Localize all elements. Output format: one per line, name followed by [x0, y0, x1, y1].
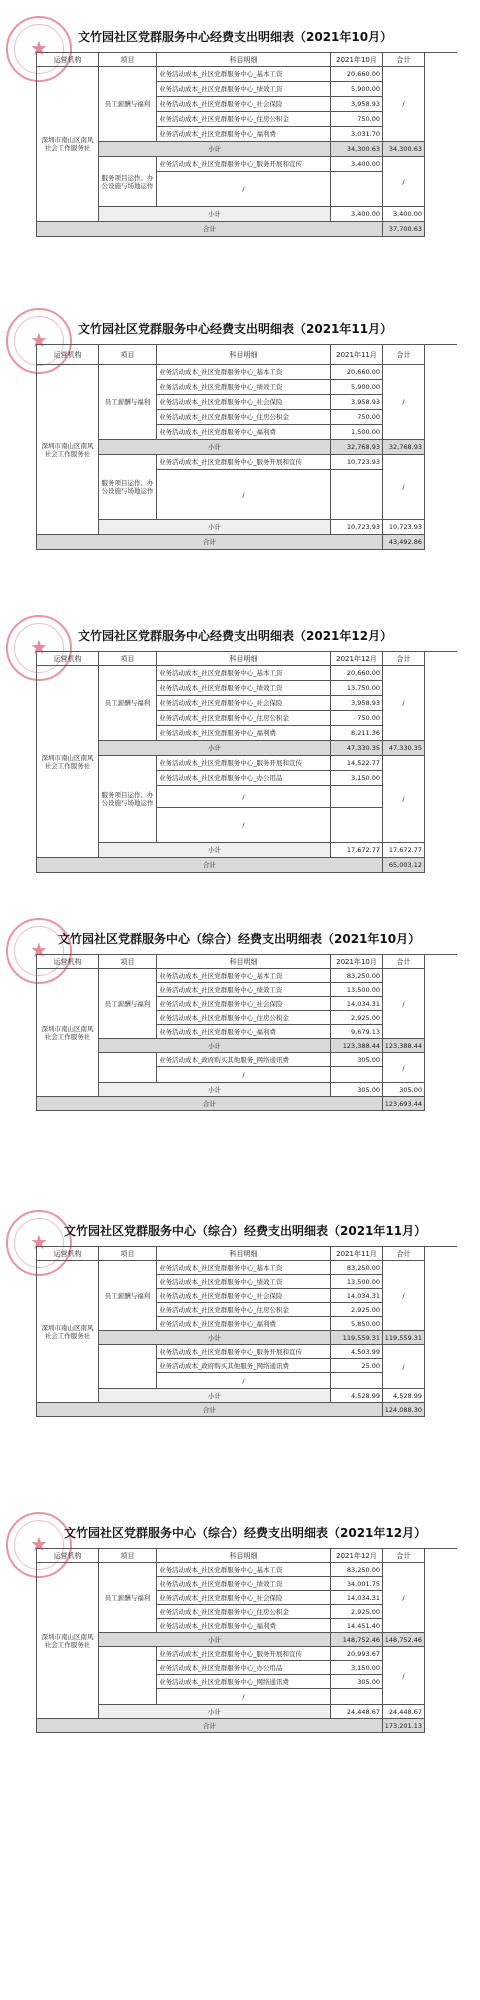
- header-month: 2021年12月: [331, 652, 383, 666]
- slash-mark: /: [383, 969, 425, 1039]
- subtotal-sum: 17,672.77: [383, 843, 425, 858]
- detail-amount: 3,150.00: [331, 771, 383, 786]
- blank-amount: [331, 470, 383, 520]
- detail-amount: 20,993.67: [331, 1647, 383, 1661]
- detail-amount: 20,660.00: [331, 67, 383, 82]
- detail-item: 业务活动成本_社区党群服务中心_社会保险: [157, 1591, 331, 1605]
- header-org: 运营机构: [37, 345, 99, 365]
- detail-item: 业务活动成本_社区党群服务中心_基本工资: [157, 67, 331, 82]
- slash-mark: /: [383, 1345, 425, 1389]
- detail-item: 业务活动成本_社区党群服务中心_绩效工资: [157, 983, 331, 997]
- detail-item: 业务活动成本_社区党群服务中心_绩效工资: [157, 1275, 331, 1289]
- header-detail: 科目明细: [157, 955, 331, 969]
- detail-item: 业务活动成本_社区党群服务中心_住房公积金: [157, 410, 331, 425]
- detail-amount: 4,503.99: [331, 1345, 383, 1359]
- detail-item: 业务活动成本_社区党群服务中心_服务开展和宣传: [157, 1345, 331, 1359]
- detail-amount: 9,679.13: [331, 1025, 383, 1039]
- total-label: 合计: [37, 1719, 383, 1733]
- header-month: 2021年10月: [331, 955, 383, 969]
- total-label: 合计: [37, 222, 383, 237]
- slash-mark: /: [157, 808, 331, 843]
- detail-amount: 750.00: [331, 112, 383, 127]
- sheet-title: 文竹园社区党群服务中心经费支出明细表（2021年11月）: [78, 322, 393, 336]
- detail-item: 业务活动成本_社区党群服务中心_办公用品: [157, 1661, 331, 1675]
- section-label: [99, 1647, 157, 1705]
- blank-amount: [331, 1373, 383, 1389]
- header-detail: 科目明细: [157, 345, 331, 365]
- org-name: 深圳市南山区南风社会工作服务社: [37, 1261, 99, 1403]
- header-detail: 科目明细: [157, 1549, 331, 1563]
- subtotal-sum: 305.00: [383, 1083, 425, 1097]
- detail-item: 业务活动成本_社区党群服务中心_社会保险: [157, 395, 331, 410]
- expense-table: [36, 1548, 457, 1733]
- detail-item: 业务活动成本_社区党群服务中心_社会保险: [157, 696, 331, 711]
- header-project: 项目: [99, 1549, 157, 1563]
- total-amount: 65,003.12: [383, 858, 425, 873]
- header-sum: 合计: [383, 1247, 425, 1261]
- detail-item: 业务活动成本_社区党群服务中心_住房公积金: [157, 1303, 331, 1317]
- detail-item: 业务活动成本_社区党群服务中心_服务开展和宣传: [157, 1647, 331, 1661]
- detail-item: 业务活动成本_社区党群服务中心_社会保险: [157, 1289, 331, 1303]
- subtotal-label: 小计: [99, 1331, 331, 1345]
- expense-table: [36, 954, 457, 1111]
- header-detail: 科目明细: [157, 652, 331, 666]
- header-sum: 合计: [383, 53, 425, 67]
- detail-item: 业务活动成本_社区党群服务中心_基本工资: [157, 666, 331, 681]
- subtotal-sum: 3,400.00: [383, 207, 425, 222]
- header-sum: 合计: [383, 955, 425, 969]
- slash-mark: /: [383, 455, 425, 520]
- seal-star-icon: ★: [30, 1230, 48, 1254]
- expense-table: [36, 52, 457, 237]
- detail-item: 业务活动成本_社区党群服务中心_绩效工资: [157, 1577, 331, 1591]
- detail-item: 业务活动成本_社区党群服务中心_住房公积金: [157, 711, 331, 726]
- detail-amount: 1,500.00: [331, 425, 383, 440]
- total-amount: 124,088.30: [383, 1403, 425, 1417]
- detail-item: 业务活动成本_社区党群服务中心_社会保险: [157, 97, 331, 112]
- header-month: 2021年12月: [331, 1549, 383, 1563]
- sheet-title: 文竹园社区党群服务中心经费支出明细表（2021年10月）: [78, 30, 393, 44]
- section-label: 员工薪酬与福利: [99, 666, 157, 741]
- subtotal-amount: 24,448.67: [331, 1705, 383, 1719]
- subtotal-label: 小计: [99, 1083, 331, 1097]
- header-project: 项目: [99, 345, 157, 365]
- subtotal-sum: 24,448.67: [383, 1705, 425, 1719]
- section-label: 员工薪酬与福利: [99, 67, 157, 142]
- detail-amount: 25.00: [331, 1359, 383, 1373]
- slash-mark: /: [383, 1647, 425, 1705]
- slash-mark: /: [383, 1261, 425, 1331]
- subtotal-label: 小计: [99, 1705, 331, 1719]
- detail-item: 业务活动成本_社区党群服务中心_绩效工资: [157, 380, 331, 395]
- detail-amount: 5,900.00: [331, 380, 383, 395]
- detail-item: 业务活动成本_社区党群服务中心_基本工资: [157, 1563, 331, 1577]
- header-project: 项目: [99, 1247, 157, 1261]
- detail-amount: 2,925.00: [331, 1303, 383, 1317]
- detail-amount: 3,958.93: [331, 97, 383, 112]
- subtotal-sum: 119,559.31: [383, 1331, 425, 1345]
- org-name: 深圳市南山区南风社会工作服务社: [37, 666, 99, 858]
- detail-item: 业务活动成本_社区党群服务中心_福利费: [157, 1317, 331, 1331]
- org-name: 深圳市南山区南风社会工作服务社: [37, 365, 99, 535]
- slash-mark: /: [383, 365, 425, 440]
- expense-table: [36, 1246, 457, 1417]
- detail-amount: 2,925.00: [331, 1605, 383, 1619]
- detail-item: 业务活动成本_社区党群服务中心_绩效工资: [157, 681, 331, 696]
- detail-amount: 83,250.00: [331, 969, 383, 983]
- subtotal-label: 小计: [99, 1039, 331, 1053]
- detail-amount: 3,958.93: [331, 696, 383, 711]
- detail-amount: 10,723.93: [331, 455, 383, 470]
- subtotal-label: 小计: [99, 1633, 331, 1647]
- detail-amount: 5,900.00: [331, 82, 383, 97]
- subtotal-amount: 17,672.77: [331, 843, 383, 858]
- header-month: 2021年11月: [331, 345, 383, 365]
- sheet-title: 文竹园社区党群服务中心经费支出明细表（2021年12月）: [78, 629, 393, 643]
- section-label: 服务项目运作、办公设施与场地运作: [99, 455, 157, 520]
- detail-amount: 13,750.00: [331, 681, 383, 696]
- header-org: 运营机构: [37, 1247, 99, 1261]
- slash-mark: /: [383, 666, 425, 741]
- subtotal-label: 小计: [99, 520, 331, 535]
- detail-item: 业务活动成本_社区党群服务中心_网络通讯费: [157, 1675, 331, 1689]
- header-sum: 合计: [383, 345, 425, 365]
- detail-amount: 83,250.00: [331, 1261, 383, 1275]
- detail-item: 业务活动成本_社区党群服务中心_福利费: [157, 127, 331, 142]
- total-label: 合计: [37, 1097, 383, 1111]
- detail-item: 业务活动成本_社区党群服务中心_福利费: [157, 726, 331, 741]
- subtotal-sum: 148,752.46: [383, 1633, 425, 1647]
- header-detail: 科目明细: [157, 53, 331, 67]
- subtotal-sum: 123,388.44: [383, 1039, 425, 1053]
- subtotal-sum: 34,300.63: [383, 142, 425, 157]
- subtotal-amount: 34,300.63: [331, 142, 383, 157]
- total-amount: 123,693.44: [383, 1097, 425, 1111]
- detail-amount: 13,500.00: [331, 1275, 383, 1289]
- subtotal-label: 小计: [99, 142, 331, 157]
- header-org: 运营机构: [37, 1549, 99, 1563]
- detail-amount: 20,660.00: [331, 666, 383, 681]
- detail-amount: 14,522.77: [331, 756, 383, 771]
- detail-item: 业务活动成本_政府购买其他服务_网络通讯费: [157, 1359, 331, 1373]
- subtotal-amount: 4,528.99: [331, 1389, 383, 1403]
- slash-mark: /: [383, 1053, 425, 1083]
- seal-star-icon: ★: [30, 328, 48, 352]
- org-name: 深圳市南山区南风社会工作服务社: [37, 969, 99, 1097]
- org-name: 深圳市南山区南风社会工作服务社: [37, 1563, 99, 1719]
- subtotal-amount: 123,388.44: [331, 1039, 383, 1053]
- detail-item: 业务活动成本_社区党群服务中心_住房公积金: [157, 1011, 331, 1025]
- section-label: [99, 1053, 157, 1083]
- detail-item: 业务活动成本_社区党群服务中心_住房公积金: [157, 1605, 331, 1619]
- subtotal-amount: 119,559.31: [331, 1331, 383, 1345]
- section-label: 员工薪酬与福利: [99, 969, 157, 1039]
- subtotal-label: 小计: [99, 207, 331, 222]
- detail-amount: 13,500.00: [331, 983, 383, 997]
- detail-amount: 3,958.93: [331, 395, 383, 410]
- total-amount: 43,492.86: [383, 535, 425, 550]
- section-label: 员工薪酬与福利: [99, 365, 157, 440]
- section-label: [99, 1345, 157, 1389]
- detail-item: 业务活动成本_社区党群服务中心_福利费: [157, 425, 331, 440]
- detail-item: 业务活动成本_社区党群服务中心_服务开展和宣传: [157, 455, 331, 470]
- subtotal-amount: 305.00: [331, 1083, 383, 1097]
- header-month: 2021年10月: [331, 53, 383, 67]
- sheet-title: 文竹园社区党群服务中心（综合）经费支出明细表（2021年10月）: [58, 932, 421, 946]
- header-detail: 科目明细: [157, 1247, 331, 1261]
- detail-amount: 2,925.00: [331, 1011, 383, 1025]
- detail-amount: 3,400.00: [331, 157, 383, 172]
- slash-mark: /: [157, 1689, 331, 1705]
- subtotal-sum: 4,528.99: [383, 1389, 425, 1403]
- header-month: 2021年11月: [331, 1247, 383, 1261]
- header-org: 运营机构: [37, 652, 99, 666]
- detail-item: 业务活动成本_社区党群服务中心_福利费: [157, 1025, 331, 1039]
- section-label: 员工薪酬与福利: [99, 1261, 157, 1331]
- detail-amount: 8,211.36: [331, 726, 383, 741]
- subtotal-amount: 3,400.00: [331, 207, 383, 222]
- seal-star-icon: ★: [30, 635, 48, 659]
- section-label: 服务项目运作、办公设施与场地运作: [99, 756, 157, 843]
- detail-amount: 305.00: [331, 1675, 383, 1689]
- detail-item: 业务活动成本_社区党群服务中心_社会保险: [157, 997, 331, 1011]
- detail-amount: 3,031.70: [331, 127, 383, 142]
- header-org: 运营机构: [37, 53, 99, 67]
- subtotal-label: 小计: [99, 843, 331, 858]
- detail-amount: 20,660.00: [331, 365, 383, 380]
- slash-mark: /: [157, 1067, 331, 1083]
- detail-amount: 5,850.00: [331, 1317, 383, 1331]
- subtotal-sum: 10,723.93: [383, 520, 425, 535]
- expense-table: [36, 344, 457, 550]
- slash-mark: /: [157, 786, 331, 808]
- subtotal-label: 小计: [99, 741, 331, 756]
- seal-star-icon: ★: [30, 36, 48, 60]
- header-project: 项目: [99, 955, 157, 969]
- detail-amount: 3,150.00: [331, 1661, 383, 1675]
- blank-amount: [331, 172, 383, 207]
- detail-item: 业务活动成本_社区党群服务中心_福利费: [157, 1619, 331, 1633]
- header-project: 项目: [99, 53, 157, 67]
- slash-mark: /: [383, 157, 425, 207]
- header-sum: 合计: [383, 652, 425, 666]
- detail-item: 业务活动成本_社区党群服务中心_基本工资: [157, 1261, 331, 1275]
- slash-mark: /: [383, 756, 425, 843]
- subtotal-amount: 10,723.93: [331, 520, 383, 535]
- detail-amount: 14,034.31: [331, 1591, 383, 1605]
- detail-item: 业务活动成本_社区党群服务中心_服务开展和宣传: [157, 756, 331, 771]
- slash-mark: /: [383, 1563, 425, 1633]
- detail-amount: 750.00: [331, 410, 383, 425]
- blank-amount: [331, 1067, 383, 1083]
- detail-amount: 750.00: [331, 711, 383, 726]
- subtotal-label: 小计: [99, 440, 331, 455]
- subtotal-label: 小计: [99, 1389, 331, 1403]
- slash-mark: /: [157, 172, 331, 207]
- blank-amount: [331, 1689, 383, 1705]
- subtotal-amount: 32,768.93: [331, 440, 383, 455]
- detail-item: 业务活动成本_社区党群服务中心_服务开展和宣传: [157, 157, 331, 172]
- total-label: 合计: [37, 1403, 383, 1417]
- sheet-title: 文竹园社区党群服务中心（综合）经费支出明细表（2021年12月）: [64, 1526, 427, 1540]
- section-label: 服务项目运作、办公设施与场地运作: [99, 157, 157, 207]
- slash-mark: /: [157, 1373, 331, 1389]
- sheet-title: 文竹园社区党群服务中心（综合）经费支出明细表（2021年11月）: [64, 1224, 427, 1238]
- detail-item: 业务活动成本_社区党群服务中心_绩效工资: [157, 82, 331, 97]
- seal-star-icon: ★: [30, 1532, 48, 1556]
- header-org: 运营机构: [37, 955, 99, 969]
- detail-amount: 14,034.31: [331, 997, 383, 1011]
- blank-amount: [331, 808, 383, 843]
- subtotal-sum: 47,330.35: [383, 741, 425, 756]
- detail-item: 业务活动成本_政府购买其他服务_网络通讯费: [157, 1053, 331, 1067]
- detail-amount: 34,001.75: [331, 1577, 383, 1591]
- detail-item: 业务活动成本_社区党群服务中心_办公用品: [157, 771, 331, 786]
- detail-amount: 83,250.00: [331, 1563, 383, 1577]
- total-amount: 173,201.13: [383, 1719, 425, 1733]
- header-sum: 合计: [383, 1549, 425, 1563]
- seal-star-icon: ★: [30, 938, 48, 962]
- subtotal-amount: 148,752.46: [331, 1633, 383, 1647]
- detail-item: 业务活动成本_社区党群服务中心_基本工资: [157, 365, 331, 380]
- detail-item: 业务活动成本_社区党群服务中心_住房公积金: [157, 112, 331, 127]
- total-amount: 37,700.63: [383, 222, 425, 237]
- expense-table: [36, 651, 457, 873]
- blank-amount: [331, 786, 383, 808]
- slash-mark: /: [157, 470, 331, 520]
- header-project: 项目: [99, 652, 157, 666]
- detail-item: 业务活动成本_社区党群服务中心_基本工资: [157, 969, 331, 983]
- section-label: 员工薪酬与福利: [99, 1563, 157, 1633]
- subtotal-sum: 32,768.93: [383, 440, 425, 455]
- slash-mark: /: [383, 67, 425, 142]
- detail-amount: 305.00: [331, 1053, 383, 1067]
- total-label: 合计: [37, 858, 383, 873]
- detail-amount: 14,034.31: [331, 1289, 383, 1303]
- detail-amount: 14,451.40: [331, 1619, 383, 1633]
- org-name: 深圳市南山区南风社会工作服务社: [37, 67, 99, 222]
- subtotal-amount: 47,330.35: [331, 741, 383, 756]
- total-label: 合计: [37, 535, 383, 550]
